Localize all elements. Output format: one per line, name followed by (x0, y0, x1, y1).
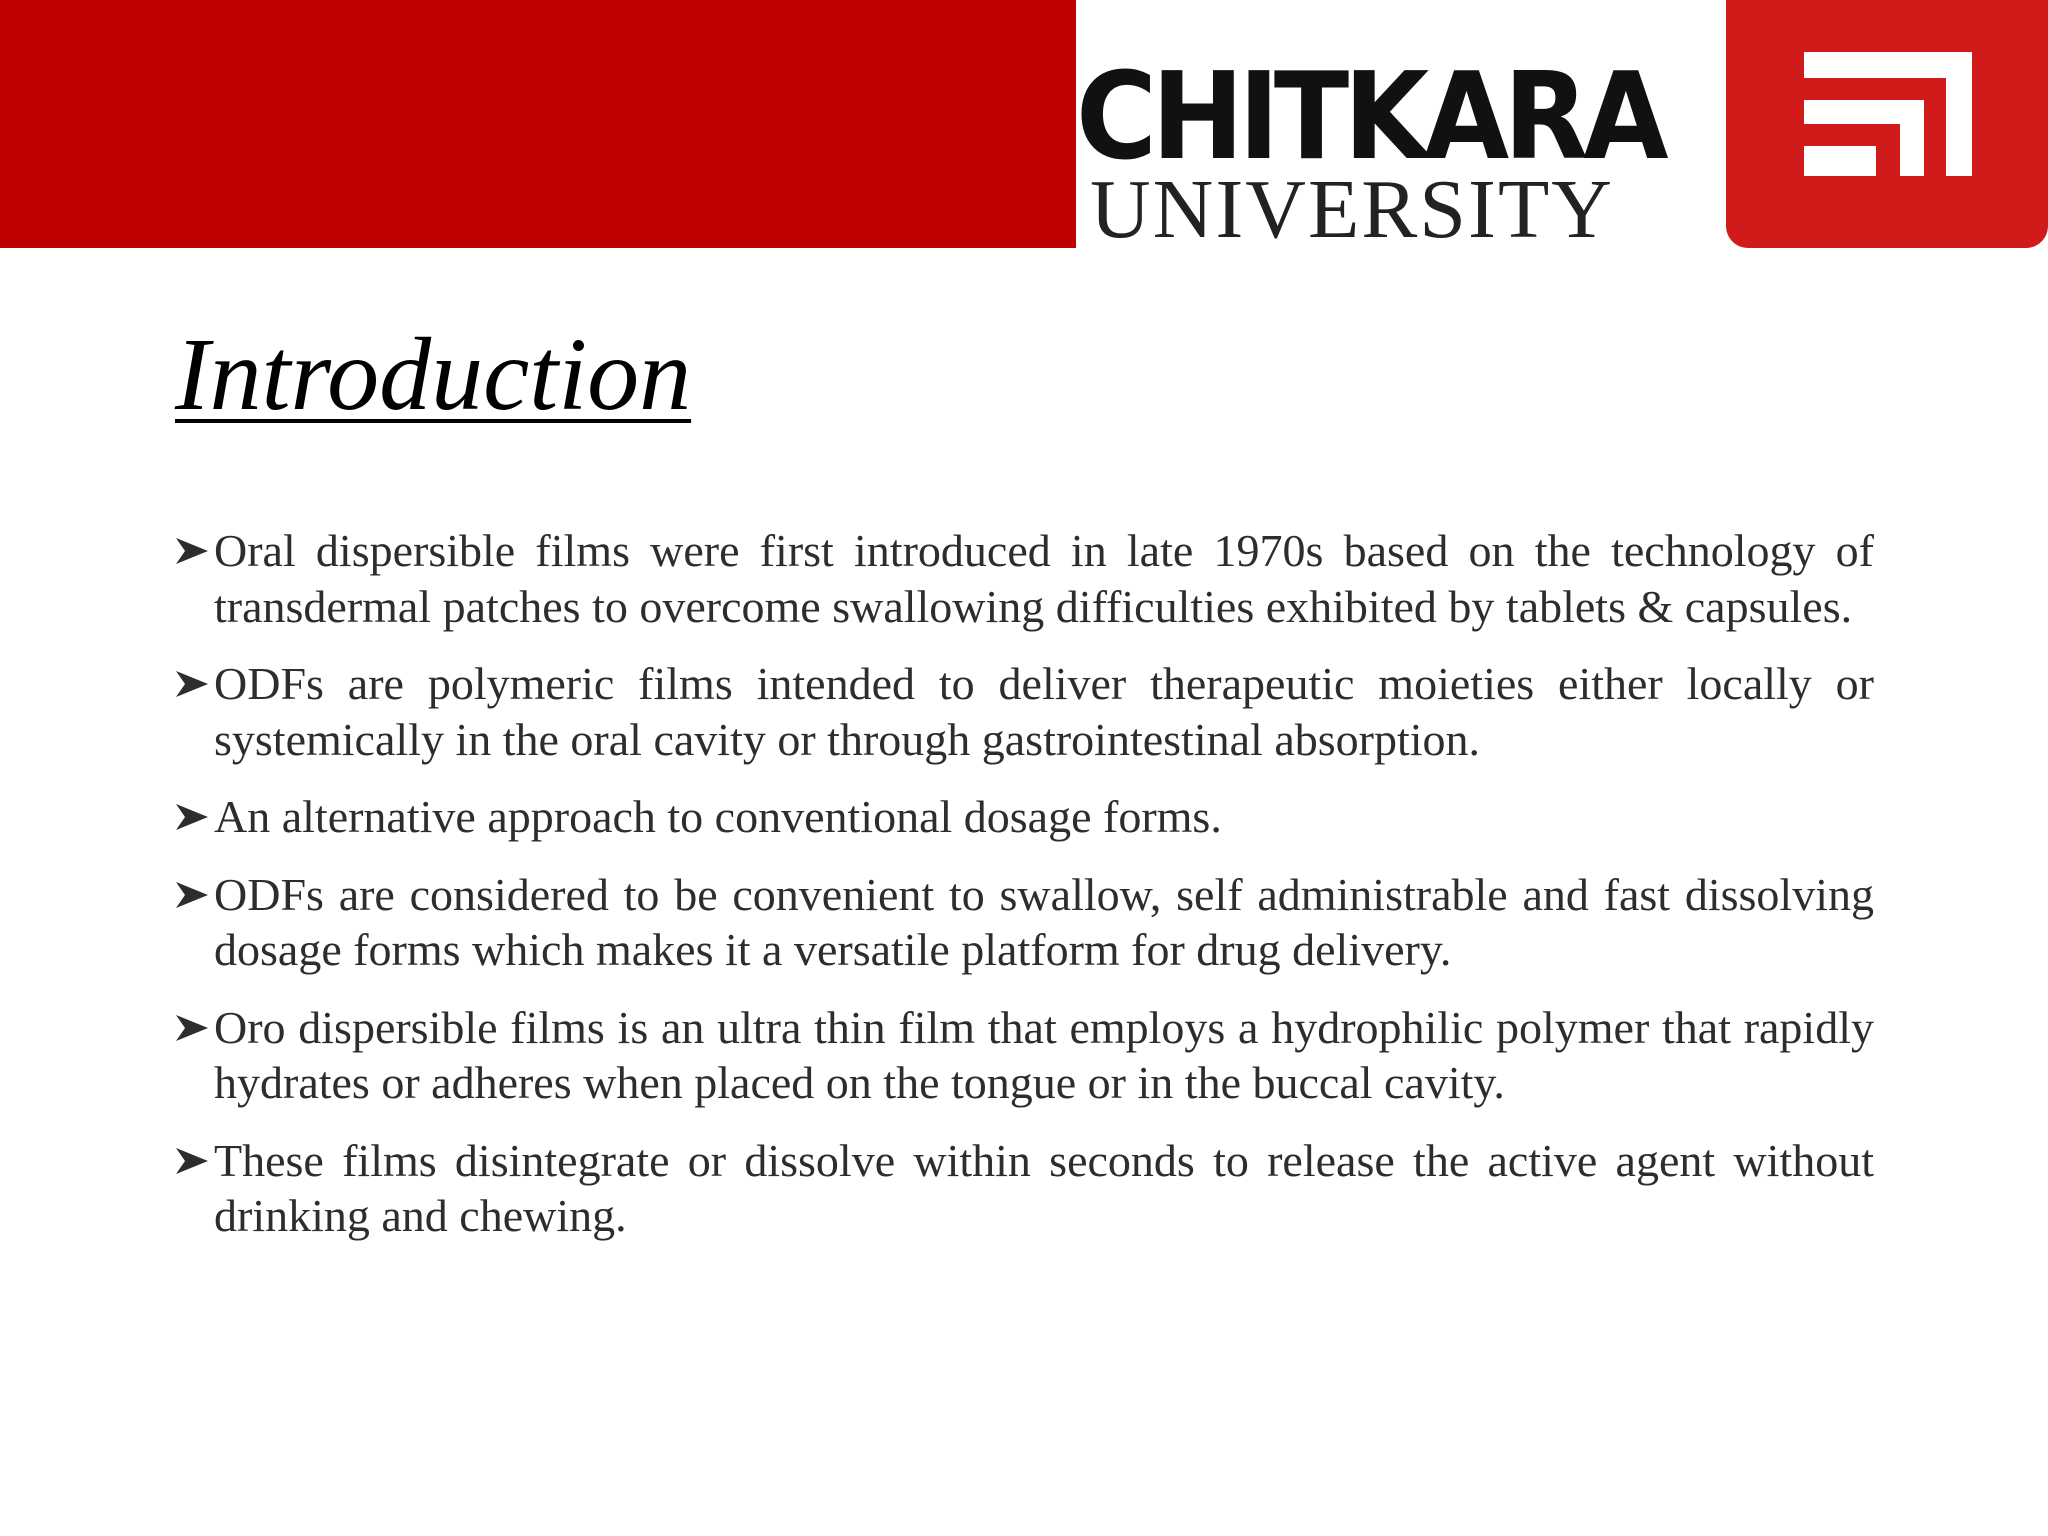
bullet-text: Oral dispersible films were first introduced in late 1970s based on the technology of transdermal patches to overcome swallowing difficulties exhibited by tablets & capsules. (214, 525, 1874, 632)
bullet-text: An alternative approach to conventional dosage forms. (214, 791, 1222, 842)
bullet-text: ODFs are considered to be convenient to swallow, self administrable and fast dissolving dosage forms which makes it a versatile platform for drug delivery. (214, 868, 1874, 975)
logo-text-chitkara: CHITKARA (1076, 48, 1664, 187)
arrowhead-bullet-icon (176, 1015, 208, 1041)
bullet-list (176, 523, 1874, 1266)
bullet-item (176, 789, 1874, 845)
logo-text-university: UNIVERSITY (1090, 163, 1614, 256)
arrowhead-bullet-icon (176, 671, 208, 697)
university-logo (1076, 0, 2048, 256)
logo-mark-glyph-icon (1804, 52, 1972, 182)
bullet-item (176, 867, 1874, 978)
bullet-item (176, 523, 1874, 634)
bullet-item (176, 656, 1874, 767)
bullet-text: Oro dispersible films is an ultra thin film that employs a hydrophilic polymer that rapidly hydrates or adheres when placed on the tongue or in the buccal cavity. (214, 1001, 1874, 1108)
arrowhead-bullet-icon (176, 538, 208, 564)
bullet-item (176, 1000, 1874, 1111)
bullet-text: These films disintegrate or dissolve within seconds to release the active agent without drinking and chewing. (214, 1134, 1874, 1241)
header-red-bar (0, 0, 1076, 248)
logo-mark-icon (1726, 0, 2048, 248)
arrowhead-bullet-icon (176, 882, 208, 908)
bullet-item (176, 1133, 1874, 1244)
arrowhead-bullet-icon (176, 804, 208, 830)
slide-title: Introduction (175, 317, 692, 432)
arrowhead-bullet-icon (176, 1148, 208, 1174)
bullet-text: ODFs are polymeric films intended to deliver therapeutic moieties either locally or systemically in the oral cavity or through gastrointestinal absorption. (214, 658, 1874, 765)
